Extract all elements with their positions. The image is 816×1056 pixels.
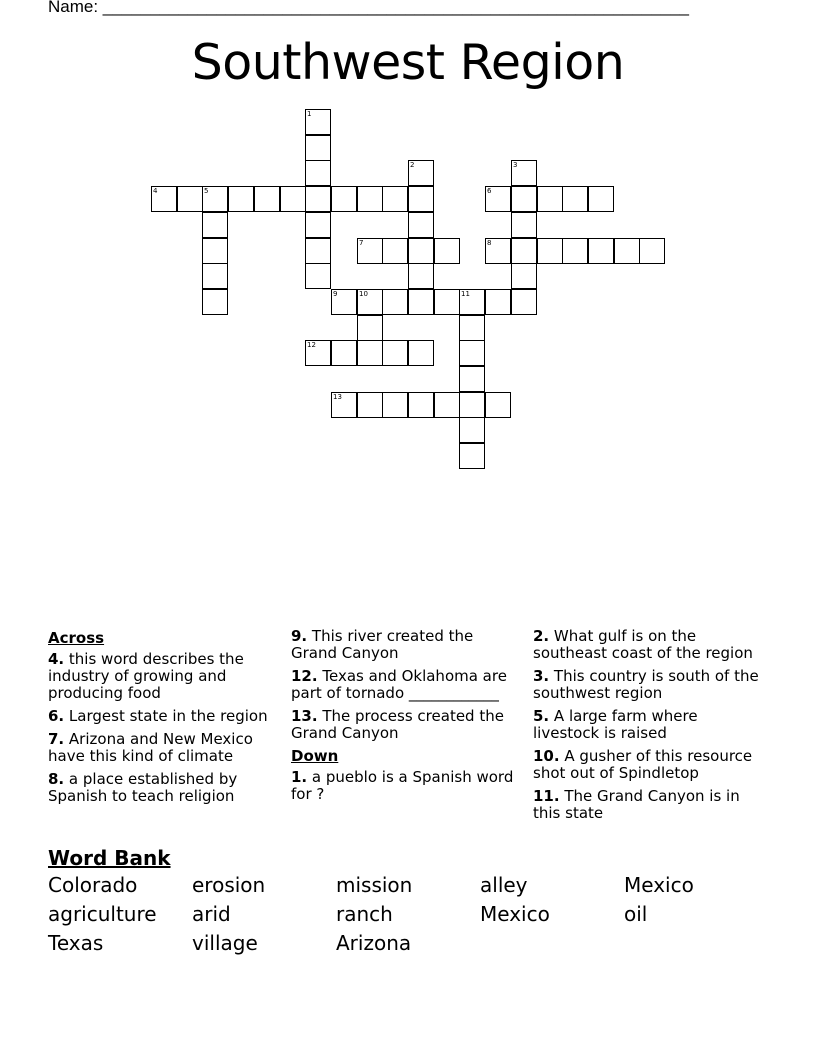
crossword-cell[interactable] <box>408 392 434 418</box>
across-heading: Across <box>48 629 105 647</box>
clue-number: 3 <box>513 161 518 169</box>
clue-number: 1 <box>307 110 312 118</box>
clue-down-1: 1. a pueblo is a Spanish word for ? <box>291 768 514 803</box>
crossword-cell[interactable] <box>459 417 485 443</box>
crossword-cell[interactable] <box>511 263 537 289</box>
crossword-cell[interactable] <box>434 289 460 315</box>
crossword-cell[interactable] <box>177 186 203 212</box>
word-bank <box>48 872 768 956</box>
crossword-cell[interactable] <box>614 238 640 264</box>
clue-down-3: 3. This country is south of the southwest region <box>533 667 759 702</box>
crossword-cell[interactable] <box>408 263 434 289</box>
word-bank-item: erosion <box>192 873 266 897</box>
crossword-cell[interactable] <box>382 238 408 264</box>
crossword-cell[interactable] <box>408 160 434 186</box>
word-bank-title: Word Bank <box>48 846 171 870</box>
down-heading: Down <box>291 747 339 765</box>
crossword-cell[interactable] <box>639 238 665 264</box>
name-field-label: Name: ______________________________________________________________ <box>48 0 689 16</box>
word-bank-item: Mexico <box>624 873 694 897</box>
clue-number: 9 <box>333 290 338 298</box>
word-bank-item: Mexico <box>480 902 550 926</box>
clue-number: 5 <box>204 187 209 195</box>
crossword-cell[interactable] <box>511 289 537 315</box>
clue-number: 11 <box>461 290 470 298</box>
crossword-cell[interactable] <box>305 238 331 264</box>
crossword-cell[interactable] <box>434 238 460 264</box>
clue-number: 7 <box>359 239 364 247</box>
crossword-cell[interactable] <box>305 186 331 212</box>
page-title: Southwest Region <box>191 34 625 91</box>
word-bank-item: arid <box>192 902 231 926</box>
clue-across-9: 9. This river created the Grand Canyon <box>291 627 474 662</box>
crossword-cell[interactable] <box>202 263 228 289</box>
crossword-cell[interactable] <box>459 443 485 469</box>
crossword-cell[interactable] <box>305 109 331 135</box>
clues-column-3 <box>533 628 763 828</box>
word-bank-item: Colorado <box>48 873 138 897</box>
clue-across-7: 7. Arizona and New Mexico have this kind of climate <box>48 730 253 765</box>
crossword-cell[interactable] <box>254 186 280 212</box>
crossword-cell[interactable] <box>382 186 408 212</box>
crossword-cell[interactable] <box>305 135 331 161</box>
crossword-cell[interactable] <box>357 289 383 315</box>
crossword-cell[interactable] <box>485 289 511 315</box>
crossword-cell[interactable] <box>202 186 228 212</box>
crossword-cell[interactable] <box>151 186 177 212</box>
crossword-cell[interactable] <box>382 289 408 315</box>
clue-down-11: 11. The Grand Canyon is in this state <box>533 787 740 822</box>
crossword-cell[interactable] <box>459 340 485 366</box>
clue-number: 8 <box>487 239 492 247</box>
crossword-cell[interactable] <box>511 212 537 238</box>
word-bank-item: oil <box>624 902 648 926</box>
crossword-cell[interactable] <box>305 160 331 186</box>
crossword-cell[interactable] <box>357 340 383 366</box>
crossword-cell[interactable] <box>408 186 434 212</box>
crossword-cell[interactable] <box>202 238 228 264</box>
crossword-cell[interactable] <box>562 238 588 264</box>
clue-down-10: 10. A gusher of this resource shot out of Spindletop <box>533 747 753 782</box>
word-bank-item: ranch <box>336 902 393 926</box>
word-bank-item: Arizona <box>336 931 412 955</box>
word-bank-item: mission <box>336 873 413 897</box>
crossword-cell[interactable] <box>305 263 331 289</box>
crossword-cell[interactable] <box>485 238 511 264</box>
crossword-cell[interactable] <box>485 392 511 418</box>
crossword-cell[interactable] <box>382 340 408 366</box>
crossword-cell[interactable] <box>408 238 434 264</box>
clue-across-6: 6. Largest state in the region <box>48 707 268 725</box>
crossword-cell[interactable] <box>357 315 383 341</box>
crossword-cell[interactable] <box>202 212 228 238</box>
clues-column-2 <box>291 628 521 809</box>
crossword-cell[interactable] <box>331 289 357 315</box>
crossword-cell[interactable] <box>357 186 383 212</box>
clue-number: 6 <box>487 187 492 195</box>
crossword-cell[interactable] <box>459 392 485 418</box>
crossword-cell[interactable] <box>331 340 357 366</box>
crossword-cell[interactable] <box>280 186 306 212</box>
crossword-cell[interactable] <box>511 160 537 186</box>
clue-number: 13 <box>333 393 342 401</box>
crossword-cell[interactable] <box>588 238 614 264</box>
crossword-cell[interactable] <box>562 186 588 212</box>
crossword-cell[interactable] <box>408 212 434 238</box>
crossword-cell[interactable] <box>305 212 331 238</box>
crossword-cell[interactable] <box>357 392 383 418</box>
clues-column-1 <box>48 628 270 811</box>
crossword-cell[interactable] <box>331 186 357 212</box>
crossword-cell[interactable] <box>382 392 408 418</box>
clue-number: 4 <box>153 187 158 195</box>
crossword-cell[interactable] <box>305 340 331 366</box>
clue-number: 12 <box>307 341 316 349</box>
crossword-cell[interactable] <box>408 340 434 366</box>
clue-number: 2 <box>410 161 415 169</box>
crossword-cell[interactable] <box>459 315 485 341</box>
crossword-cell[interactable] <box>511 186 537 212</box>
crossword-grid <box>0 0 816 480</box>
clue-across-13: 13. The process created the Grand Canyon <box>291 707 504 742</box>
clue-across-4: 4. this word describes the industry of growing and producing food <box>48 650 244 702</box>
crossword-cell[interactable] <box>202 289 228 315</box>
crossword-cell[interactable] <box>331 392 357 418</box>
crossword-cell[interactable] <box>511 238 537 264</box>
clue-across-12: 12. Texas and Oklahoma are part of tornado ____________ <box>291 667 507 702</box>
crossword-cell[interactable] <box>228 186 254 212</box>
clue-across-8: 8. a place established by Spanish to teach religion <box>48 770 238 805</box>
crossword-cell[interactable] <box>485 186 511 212</box>
word-bank-item: Texas <box>48 931 104 955</box>
crossword-cell[interactable] <box>459 366 485 392</box>
crossword-cell[interactable] <box>588 186 614 212</box>
clue-down-5: 5. A large farm where livestock is raised <box>533 707 698 742</box>
word-bank-item: village <box>192 931 258 955</box>
clue-number: 10 <box>359 290 368 298</box>
crossword-cell[interactable] <box>434 392 460 418</box>
crossword-cell[interactable] <box>537 186 563 212</box>
crossword-cell[interactable] <box>408 289 434 315</box>
word-bank-item: agriculture <box>48 902 157 926</box>
word-bank-item: alley <box>480 873 528 897</box>
clue-down-2: 2. What gulf is on the southeast coast of the region <box>533 627 753 662</box>
crossword-cell[interactable] <box>459 289 485 315</box>
crossword-cell[interactable] <box>537 238 563 264</box>
crossword-cell[interactable] <box>357 238 383 264</box>
